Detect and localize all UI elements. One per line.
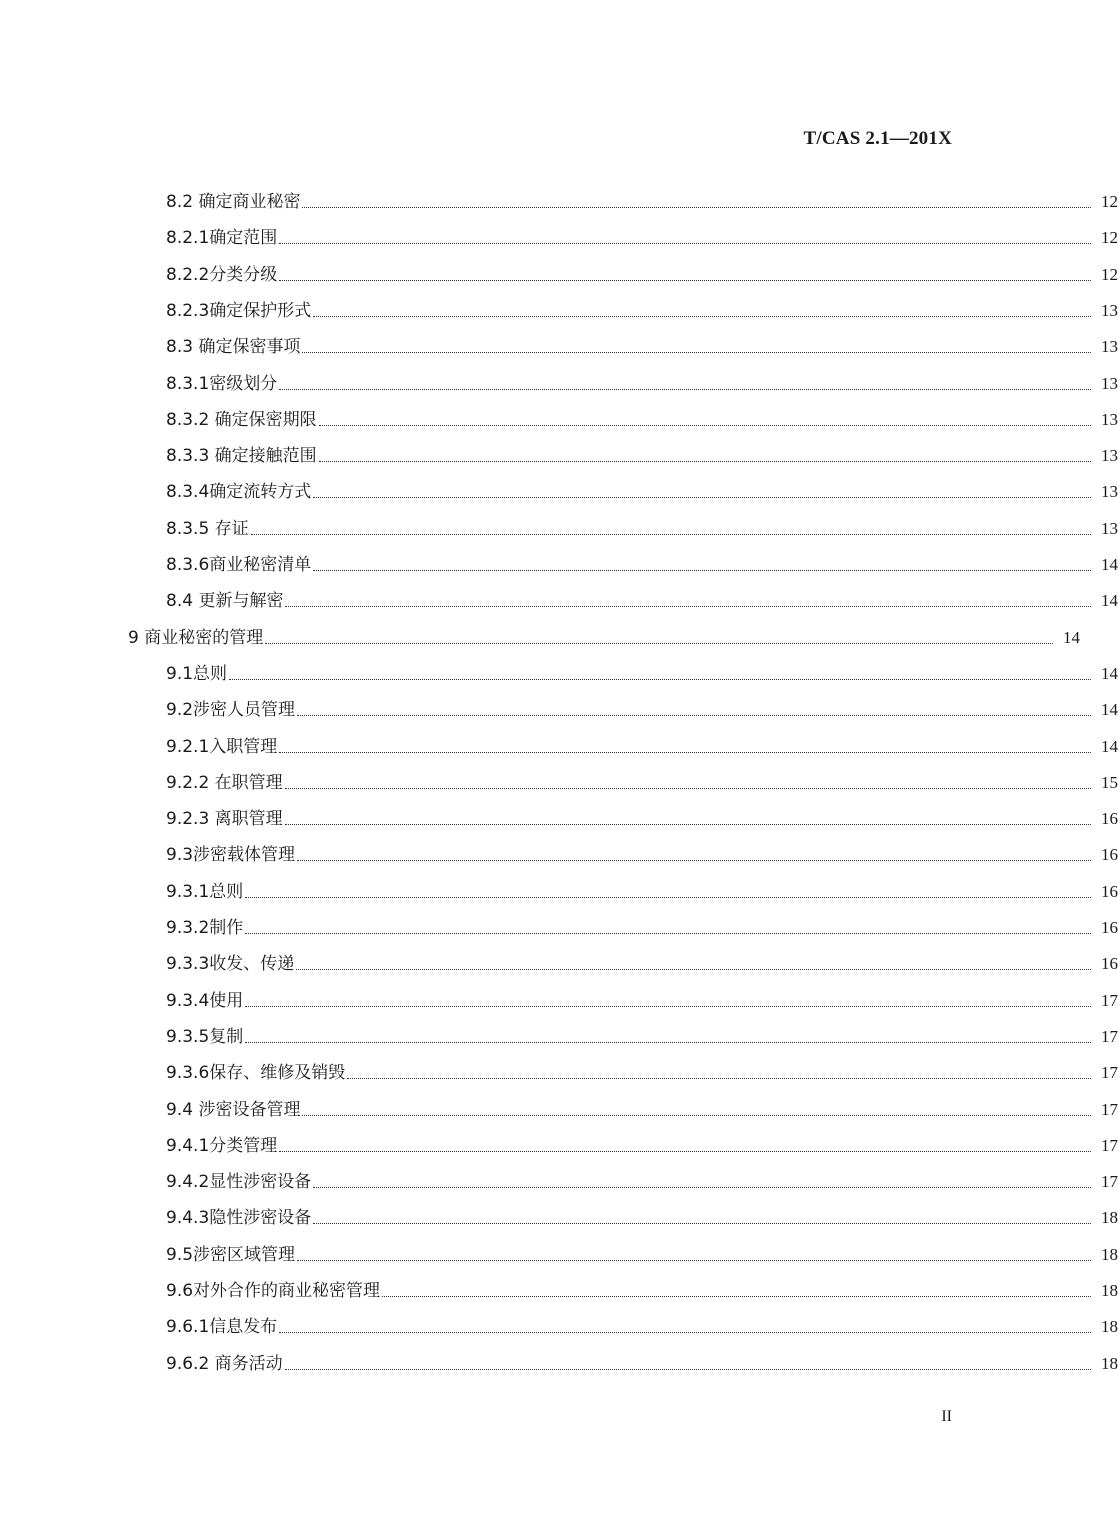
toc-leader-dots xyxy=(285,824,1091,825)
toc-entry-page: 13 xyxy=(1101,300,1118,320)
toc-entry-page: 12 xyxy=(1101,192,1118,211)
toc-entry-label: 9.3.5复制 xyxy=(166,1026,244,1047)
toc-leader-dots xyxy=(245,1042,1091,1043)
toc-entry-page: 13 xyxy=(1101,373,1118,393)
toc-entry[interactable] xyxy=(0,910,1118,940)
toc-leader-dots xyxy=(296,969,1091,970)
toc-entry-page: 13 xyxy=(1101,409,1118,429)
toc-entry-label: 9.5涉密区域管理 xyxy=(166,1244,296,1265)
toc-entry-page: 17 xyxy=(1101,1172,1118,1192)
toc-entry-label: 9.6.2 商务活动 xyxy=(166,1353,283,1374)
toc-leader-dots xyxy=(302,1115,1091,1116)
toc-entry[interactable] xyxy=(0,329,1118,359)
toc-entry-label: 8.4 更新与解密 xyxy=(166,591,284,612)
toc-entry-label: 9.4 涉密设备管理 xyxy=(166,1099,301,1120)
toc-entry[interactable] xyxy=(0,1055,1118,1085)
toc-leader-dots xyxy=(302,207,1091,208)
toc-entry-page: 18 xyxy=(1101,1244,1118,1264)
toc-entry-label: 8.3 确定保密事项 xyxy=(166,337,301,358)
toc-entry-page: 13 xyxy=(1101,518,1118,538)
toc-entry[interactable] xyxy=(0,765,1118,795)
toc-entry-label: 9.6.1信息发布 xyxy=(166,1317,278,1338)
toc-entry-page: 18 xyxy=(1101,1317,1118,1337)
toc-leader-dots xyxy=(297,1260,1091,1261)
toc-leader-dots xyxy=(313,316,1091,317)
toc-entry-page: 16 xyxy=(1101,809,1118,829)
toc-entry[interactable] xyxy=(0,1164,1118,1194)
toc-entry[interactable] xyxy=(0,1309,1118,1339)
toc-entry-label: 9.6对外合作的商业秘密管理 xyxy=(166,1281,381,1301)
toc-entry-label: 8.2.2分类分级 xyxy=(166,264,278,285)
toc-leader-dots xyxy=(319,425,1091,426)
toc-entry-page: 16 xyxy=(1101,918,1118,937)
toc-entry-page: 13 xyxy=(1101,446,1118,466)
toc-leader-dots xyxy=(279,1332,1091,1333)
toc-entry-label: 8.2.1确定范围 xyxy=(166,228,278,249)
toc-leader-dots xyxy=(297,715,1091,716)
toc-entry-page: 12 xyxy=(1101,228,1118,248)
toc-entry-label: 8.2 确定商业秘密 xyxy=(166,192,301,212)
toc-entry[interactable] xyxy=(0,1273,1118,1303)
toc-leader-dots xyxy=(297,860,1091,861)
toc-entry-label: 8.3.5 存证 xyxy=(166,518,249,539)
toc-entry-label: 9.4.1分类管理 xyxy=(166,1135,278,1156)
toc-leader-dots xyxy=(285,1369,1091,1370)
toc-entry[interactable] xyxy=(0,583,1118,613)
toc-entry-page: 16 xyxy=(1101,845,1118,865)
toc-entry[interactable] xyxy=(0,402,1118,432)
toc-leader-dots xyxy=(279,243,1091,244)
toc-entry[interactable] xyxy=(0,874,1118,904)
toc-leader-dots xyxy=(245,897,1091,898)
toc-entry-label: 9.3.3收发、传递 xyxy=(166,954,295,975)
toc-entry-label: 9.2.3 离职管理 xyxy=(166,809,283,830)
toc-leader-dots xyxy=(229,679,1091,680)
toc-leader-dots xyxy=(279,1151,1091,1152)
toc-entry[interactable] xyxy=(0,656,1118,686)
toc-leader-dots xyxy=(347,1078,1091,1079)
toc-entry[interactable] xyxy=(0,293,1118,323)
toc-entry-page: 15 xyxy=(1101,772,1118,792)
toc-entry[interactable] xyxy=(0,801,1118,831)
toc-entry[interactable] xyxy=(0,1346,1118,1376)
document-code: T/CAS 2.1—201X xyxy=(803,128,952,149)
toc-entry-label: 9.4.2显性涉密设备 xyxy=(166,1172,312,1193)
toc-entry-label: 9.3.2制作 xyxy=(166,918,244,938)
toc-entry[interactable] xyxy=(0,257,1118,287)
toc-entry-label: 8.3.3 确定接触范围 xyxy=(166,446,317,467)
toc-entry-label: 9.1总则 xyxy=(166,663,228,684)
toc-entry-label: 8.2.3确定保护形式 xyxy=(166,300,312,321)
toc-leader-dots xyxy=(279,752,1091,753)
toc-entry[interactable] xyxy=(0,511,1118,541)
toc-entry-label: 9 商业秘密的管理 xyxy=(128,627,264,648)
toc-entry-page: 17 xyxy=(1101,1135,1118,1155)
toc-entry[interactable] xyxy=(0,729,1118,759)
toc-entry-label: 9.3.1总则 xyxy=(166,881,244,902)
toc-entry-label: 9.3.4使用 xyxy=(166,990,244,1011)
toc-leader-dots xyxy=(245,933,1091,934)
toc-entry-label: 9.2涉密人员管理 xyxy=(166,700,296,721)
toc-leader-dots xyxy=(313,1187,1091,1188)
toc-entry-label: 8.3.1密级划分 xyxy=(166,373,278,394)
toc-leader-dots xyxy=(313,497,1091,498)
toc-entry[interactable] xyxy=(0,184,1118,214)
toc-entry[interactable] xyxy=(0,983,1118,1013)
toc-leader-dots xyxy=(279,389,1091,390)
toc-entry-page: 16 xyxy=(1101,881,1118,901)
toc-entry[interactable] xyxy=(0,620,1080,650)
toc-leader-dots xyxy=(319,461,1091,462)
toc-entry[interactable] xyxy=(0,1200,1118,1230)
toc-leader-dots xyxy=(313,1223,1091,1224)
toc-entry[interactable] xyxy=(0,1237,1118,1267)
toc-entry-page: 13 xyxy=(1101,337,1118,357)
toc-entry-label: 8.3.4确定流转方式 xyxy=(166,482,312,503)
toc-entry[interactable] xyxy=(0,946,1118,976)
toc-entry[interactable] xyxy=(0,837,1118,867)
toc-entry-page: 18 xyxy=(1101,1281,1118,1300)
toc-entry-label: 9.3涉密载体管理 xyxy=(166,845,296,866)
toc-entry-label: 8.3.6商业秘密清单 xyxy=(166,555,312,575)
toc-entry-page: 18 xyxy=(1101,1208,1118,1228)
toc-entry-label: 9.3.6保存、维修及销毁 xyxy=(166,1063,346,1084)
toc-leader-dots xyxy=(313,570,1091,571)
toc-entry-label: 9.2.1入职管理 xyxy=(166,736,278,757)
toc-entry-page: 13 xyxy=(1101,482,1118,502)
toc-entry[interactable] xyxy=(0,366,1118,396)
toc-entry[interactable] xyxy=(0,1128,1118,1158)
toc-entry[interactable] xyxy=(0,438,1118,468)
toc-entry-page: 14 xyxy=(1101,736,1118,756)
toc-entry-page: 17 xyxy=(1101,1063,1118,1083)
toc-entry-page: 14 xyxy=(1101,663,1118,683)
toc-leader-dots xyxy=(265,643,1053,644)
toc-entry[interactable] xyxy=(0,1092,1118,1122)
toc-entry-page: 14 xyxy=(1101,555,1118,574)
toc-entry-page: 17 xyxy=(1101,990,1118,1010)
toc-entry[interactable] xyxy=(0,547,1118,577)
toc-leader-dots xyxy=(285,606,1091,607)
toc-leader-dots xyxy=(302,352,1091,353)
toc-entry-page: 17 xyxy=(1101,1099,1118,1119)
toc-entry[interactable] xyxy=(0,220,1118,250)
toc-entry-page: 18 xyxy=(1101,1353,1118,1373)
toc-entry-page: 17 xyxy=(1101,1026,1118,1046)
toc-entry-page: 16 xyxy=(1101,954,1118,974)
toc-entry-page: 14 xyxy=(1101,591,1118,611)
toc-leader-dots xyxy=(382,1296,1091,1297)
toc-leader-dots xyxy=(279,280,1091,281)
toc-leader-dots xyxy=(285,788,1091,789)
toc-entry-page: 14 xyxy=(1101,700,1118,720)
toc-entry[interactable] xyxy=(0,1019,1118,1049)
toc-entry[interactable] xyxy=(0,474,1118,504)
toc-leader-dots xyxy=(245,1006,1091,1007)
toc-entry-label: 9.4.3隐性涉密设备 xyxy=(166,1208,312,1229)
toc-leader-dots xyxy=(251,534,1091,535)
toc-entry-label: 9.2.2 在职管理 xyxy=(166,772,283,793)
toc-entry[interactable] xyxy=(0,692,1118,722)
page-number: II xyxy=(941,1408,952,1425)
toc-entry-label: 8.3.2 确定保密期限 xyxy=(166,409,317,430)
toc-entry-page: 12 xyxy=(1101,264,1118,284)
toc-entry-page: 14 xyxy=(1063,627,1080,647)
